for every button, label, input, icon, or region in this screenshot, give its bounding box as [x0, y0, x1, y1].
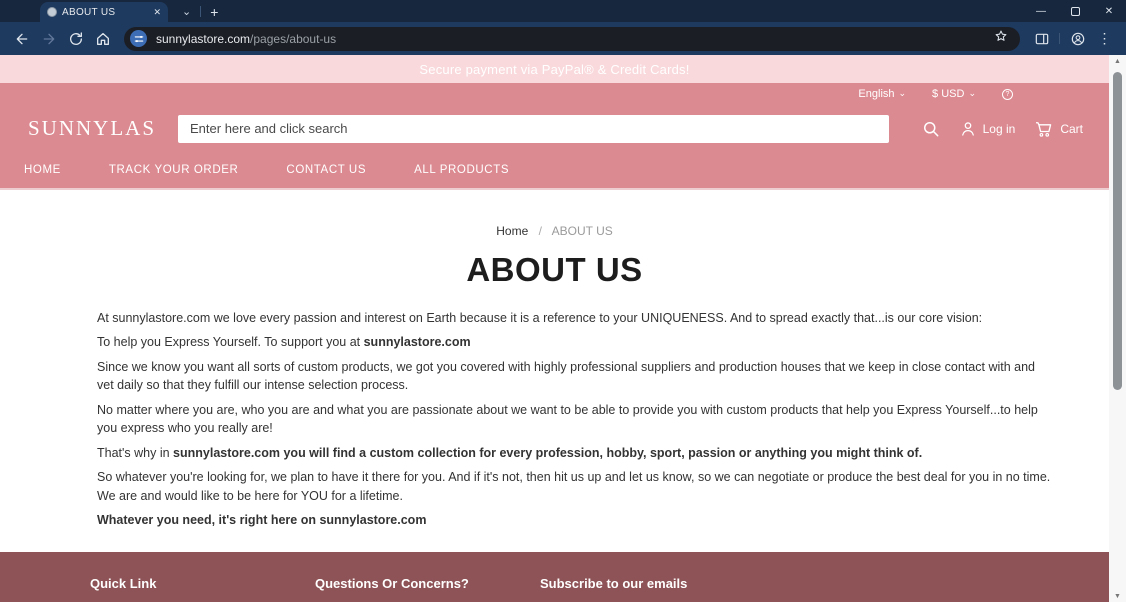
page-title: ABOUT US [466, 251, 643, 288]
footer-heading-subscribe: Subscribe to our emails [540, 576, 688, 591]
window-close-button[interactable]: ✕ [1104, 5, 1114, 17]
back-arrow-icon [14, 31, 30, 47]
language-selector[interactable] [858, 88, 906, 100]
window-minimize-button[interactable]: — [1036, 5, 1046, 17]
site-settings-icon[interactable] [130, 30, 147, 47]
about-paragraph: So whatever you're looking for, we plan to have it there for you. And if it's not, then hit us up and let us know, so we can negotiate or produce the best deal for you in no time. We are and would like to be here for YOU for a lifetime. [97, 469, 1051, 503]
home-button[interactable] [89, 25, 116, 52]
search-icon [921, 119, 941, 139]
store-logo[interactable]: SUNNYLAS [28, 116, 157, 140]
back-button[interactable] [8, 25, 35, 52]
url-text [156, 32, 336, 46]
url-domain: sunnylastore.com [156, 31, 251, 46]
site-favicon-icon [47, 7, 57, 17]
browser-tab[interactable] [40, 2, 168, 22]
profile-icon [1070, 31, 1086, 47]
browser-tab-bar [0, 0, 1126, 22]
forward-arrow-icon [41, 31, 57, 47]
home-icon [95, 31, 111, 47]
login-label: Log in [982, 121, 1016, 136]
nav-item-track-order[interactable]: TRACK YOUR ORDER [108, 164, 239, 176]
about-paragraph: At sunnylastore.com we love every passion and interest on Earth because it is a reference to your UNIQUENESS. And to spread exactly that...is our core vision: [97, 311, 983, 325]
tab-close-icon[interactable]: ✕ [153, 6, 161, 17]
about-paragraph: To help you Express Yourself. To support you at sunnylastore.com [97, 335, 471, 350]
tab-title: ABOUT US [62, 6, 116, 18]
nav-item-home[interactable]: HOME [24, 164, 61, 176]
about-paragraph: Since we know you want all sorts of custom products, we got you covered with highly professional suppliers and production houses that we keep in close contact with and vet daily so that they fulfill our intense selection process. [97, 359, 1036, 393]
scrollbar-down-arrow-icon[interactable]: ▼ [1114, 593, 1121, 600]
person-icon [959, 120, 977, 138]
side-panel-button[interactable] [1028, 25, 1055, 52]
utility-bar [0, 83, 1109, 105]
cart-label: Cart [1060, 121, 1083, 136]
currency-label: $ USD [932, 88, 965, 100]
bookmark-star-icon[interactable] [988, 29, 1014, 48]
browser-toolbar [0, 22, 1126, 55]
forward-button[interactable] [35, 25, 62, 52]
chevron-down-icon: ⌄ [898, 87, 907, 98]
refresh-icon [68, 31, 84, 47]
tab-list-chevron-icon[interactable]: ⌄ [182, 6, 192, 18]
nav-item-contact-us[interactable]: CONTACT US [286, 164, 367, 176]
search-input[interactable] [178, 115, 889, 143]
restore-icon [1071, 7, 1080, 16]
scrollbar[interactable] [1109, 55, 1126, 602]
url-path: /pages/about-us [250, 31, 337, 46]
site-header [0, 105, 1109, 152]
header-actions [903, 119, 1083, 139]
breadcrumb-home-link[interactable]: Home [496, 224, 529, 238]
scrollbar-up-arrow-icon[interactable]: ▲ [1114, 58, 1121, 65]
about-text [0, 309, 1109, 530]
cart-link[interactable] [1033, 119, 1083, 139]
refresh-button[interactable] [62, 25, 89, 52]
about-paragraph: That's why in sunnylastore.com you will find a custom collection for every profession, hobby, sport, passion or anything you might think of. [97, 445, 923, 460]
breadcrumb [0, 224, 1109, 238]
page-viewport [0, 55, 1126, 602]
footer-heading-questions: Questions Or Concerns? [315, 576, 469, 591]
window-controls [1024, 0, 1126, 22]
footer-heading-quick-link: Quick Link [90, 576, 157, 591]
nav-item-all-products[interactable]: ALL PRODUCTS [414, 164, 510, 176]
cart-icon [1033, 119, 1054, 139]
page-content [0, 190, 1109, 552]
announcement-banner [0, 55, 1109, 83]
address-bar[interactable] [124, 27, 1020, 51]
language-label: English [858, 88, 895, 100]
main-navigation [0, 152, 1109, 190]
scrollbar-thumb[interactable] [1113, 72, 1122, 390]
announcement-text: Secure payment via PayPal® & Credit Cards! [419, 61, 690, 77]
chevron-down-icon: ⌄ [968, 87, 976, 98]
web-page [0, 55, 1109, 602]
toolbar-separator [1059, 33, 1060, 44]
about-paragraph: No matter where you are, who you are and what you are passionate about we want to be able to provide you with custom products that help you Express Yourself...to help you express who you really are! [97, 402, 1038, 436]
info-icon[interactable]: ? [1002, 89, 1013, 100]
tab-separator [200, 6, 201, 17]
site-footer [0, 552, 1109, 602]
new-tab-button[interactable]: + [210, 4, 219, 20]
side-panel-icon [1034, 31, 1050, 47]
window-restore-button[interactable] [1058, 0, 1092, 22]
breadcrumb-separator: / [538, 224, 542, 238]
currency-selector[interactable] [932, 88, 976, 100]
profile-button[interactable] [1064, 25, 1091, 52]
browser-menu-button[interactable]: ⋮ [1097, 30, 1112, 46]
search-button[interactable] [921, 119, 941, 139]
login-link[interactable] [959, 120, 1016, 138]
breadcrumb-current: ABOUT US [551, 224, 613, 238]
about-paragraph: Whatever you need, it's right here on sunnylastore.com [97, 512, 427, 527]
